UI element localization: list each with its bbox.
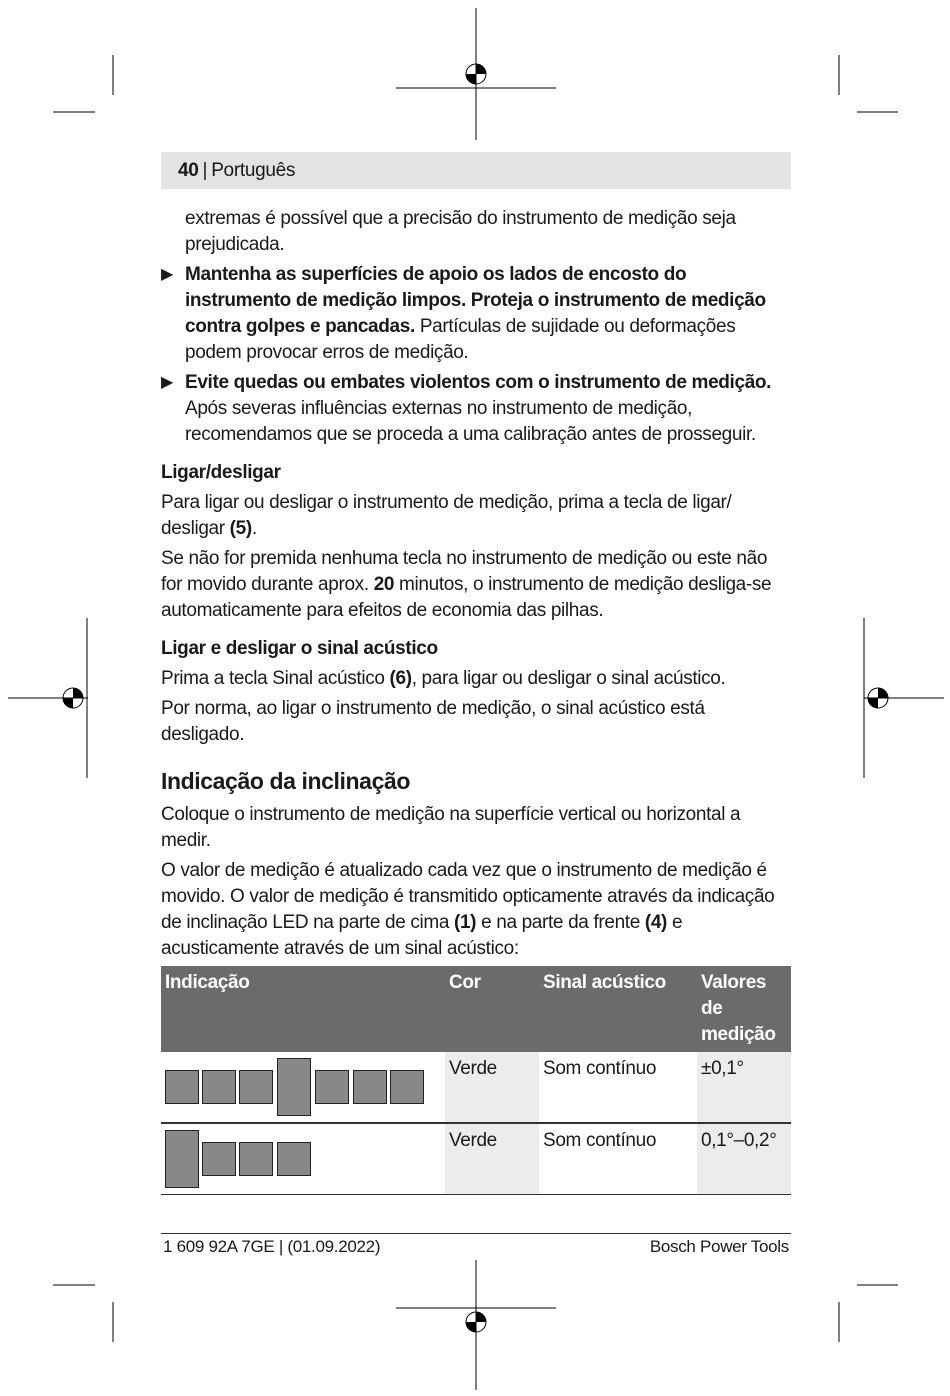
- led-segment-active: [165, 1130, 199, 1188]
- table-row: [161, 1123, 791, 1195]
- led-segment: [202, 1070, 236, 1104]
- led-segment: [239, 1070, 273, 1104]
- sound-cell: Som contínuo: [539, 1052, 697, 1123]
- text: minutos, o instrumento de medição desliga-se automaticamente para efeitos de economia das pilhas.: [161, 574, 772, 621]
- ref-top: (1): [453, 912, 477, 933]
- indication-table: [161, 966, 791, 1195]
- led-indicator-four: [165, 1128, 441, 1190]
- col-header-color: Cor: [445, 966, 539, 1052]
- header-language: Português: [211, 159, 296, 181]
- col-header-values: Valores de medição: [697, 966, 791, 1052]
- text: e na parte da frente: [476, 912, 645, 933]
- page-content: [161, 206, 791, 1195]
- intro-continuation: extremas é possível que a precisão do instrumento de medição seja prejudicada.: [185, 208, 736, 255]
- bullet-arrow-icon: ▶: [161, 374, 173, 391]
- minutes-value: 20: [373, 574, 395, 595]
- bullet-clean-surfaces: [161, 262, 791, 366]
- key-ref: (6): [389, 668, 412, 689]
- table-row: [161, 1052, 791, 1123]
- inclination-paragraph-2: [161, 858, 791, 962]
- value-cell: ±0,1°: [697, 1052, 791, 1123]
- color-cell: Verde: [445, 1052, 539, 1123]
- sound-cell: Som contínuo: [539, 1123, 697, 1195]
- led-indication-cell: [161, 1123, 445, 1195]
- led-segment: [277, 1142, 311, 1176]
- on-off-paragraph-1: [161, 490, 791, 542]
- bullet-text: Partículas de sujidade ou deformações podem provocar erros de medição.: [185, 316, 736, 363]
- text: Para ligar ou desligar o instrumento de medição, prima a tecla de ligar/ desligar: [161, 492, 732, 539]
- bullet-bold: Evite quedas ou embates violentos com o instrumento de medição.: [185, 372, 772, 393]
- bullet-arrow-icon: ▶: [161, 266, 173, 283]
- led-segment: [353, 1070, 387, 1104]
- page-number: 40: [178, 159, 199, 181]
- table-header-row: [161, 966, 791, 1052]
- text: .: [251, 518, 257, 539]
- value-cell: 0,1°–0,2°: [697, 1123, 791, 1195]
- key-ref: (5): [229, 518, 252, 539]
- bullet-avoid-drops: [161, 370, 791, 448]
- page-header: [161, 152, 791, 189]
- color-cell: Verde: [445, 1123, 539, 1195]
- bullet-text: Após severas influências externas no instrumento de medição, recomendamos que se proceda a uma calibração antes de prosseguir.: [185, 398, 756, 445]
- text: e acusticamente através de um sinal acústico:: [161, 912, 683, 959]
- col-header-sound: Sinal acústico: [539, 966, 697, 1052]
- footer-brand: Bosch Power Tools: [649, 1237, 789, 1256]
- header-separator: |: [202, 159, 208, 181]
- led-segment: [202, 1142, 236, 1176]
- led-indicator-seven: [165, 1056, 441, 1118]
- led-indication-cell: [161, 1052, 445, 1123]
- text: Prima a tecla Sinal acústico: [161, 668, 390, 689]
- led-segment: [239, 1142, 273, 1176]
- sound-paragraph-1: [161, 666, 791, 692]
- text: , para ligar ou desligar o sinal acústico.: [411, 668, 726, 689]
- sound-paragraph-2: Por norma, ao ligar o instrumento de medição, o sinal acústico está desligado.: [161, 698, 705, 745]
- led-segment: [390, 1070, 424, 1104]
- bullet-bold: Mantenha as superfícies de apoio os lados de encosto do instrumento de medição limpos. Proteja o instrumento de medição contra golpes e pancadas.: [185, 264, 766, 337]
- ref-front: (4): [644, 912, 668, 933]
- text: O valor de medição é atualizado cada vez que o instrumento de medição é movido. O valor de medição é transmitido opticamente através da indicação de inclinação LED na parte de cima: [161, 860, 775, 933]
- col-header-indication: Indicação: [161, 966, 445, 1052]
- footer-divider: [161, 1233, 791, 1234]
- text: Se não for premida nenhuma tecla no instrumento de medição ou este não for movido durante aprox.: [161, 548, 768, 595]
- heading-on-off: Ligar/desligar: [161, 462, 281, 483]
- led-segment-active: [277, 1058, 311, 1116]
- footer-doc-ref: 1 609 92A 7GE | (01.09.2022): [163, 1237, 381, 1256]
- led-segment: [165, 1070, 199, 1104]
- heading-inclination: Indicação da inclinação: [161, 768, 410, 794]
- on-off-paragraph-2: [161, 546, 791, 624]
- led-segment: [315, 1070, 349, 1104]
- inclination-paragraph-1: Coloque o instrumento de medição na superfície vertical ou horizontal a medir.: [161, 804, 741, 851]
- heading-sound: Ligar e desligar o sinal acústico: [161, 638, 438, 659]
